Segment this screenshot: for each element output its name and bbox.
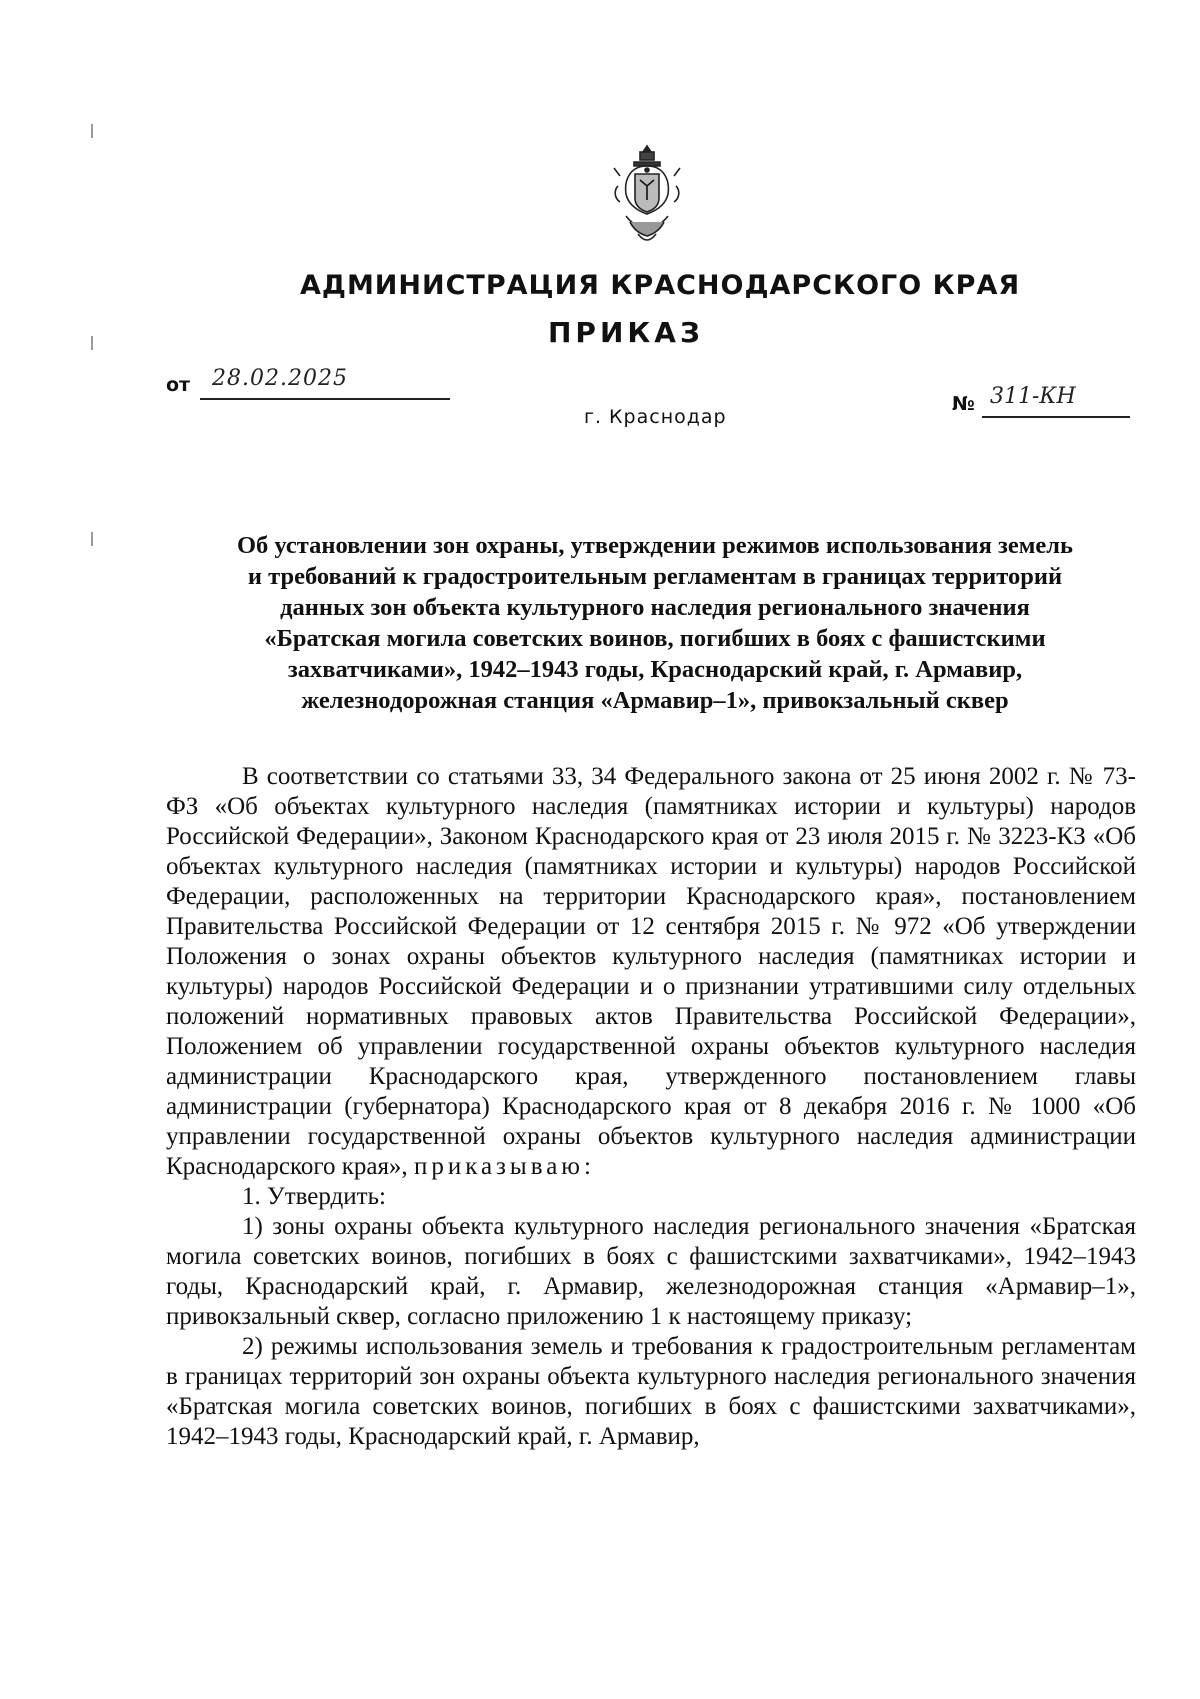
number-prefix: №	[952, 393, 975, 415]
item-1-2: 2) режимы использования земель и требования к градостроительным регламентам в границах территорий зон охраны объекта культурного наследия регионального значения «Братская могила советских воинов, погибших в боях с фашистскими захватчиками», 1942–1943 годы, Краснодарский край, г. Армавир,	[166, 1333, 1136, 1450]
title-line: Об установлении зон охраны, утверждении режимов использования земель	[236, 532, 1073, 559]
title-line: данных зон объекта культурного наследия регионального значения	[280, 594, 1030, 621]
preamble-text: В соответствии со статьями 33, 34 Федерального закона от 25 июня 2002 г. № 73-ФЗ «Об объектах культурного наследия (памятниках истории и культуры) народов Российской Федерации», Законом Краснодарского края от 23 июля 2015 г. № 3223-КЗ «Об объектах культурного наследия (памятниках истории и культуры) народов Российской Федерации, расположенных на территории Краснодарского края», постановлением Правительства Российской Федерации от 12 сентября 2015 г. № 972 «Об утверждении Положения о зонах охраны объектов культурного наследия (памятниках истории и культуры) народов Российской Федерации и о признании утратившими силу отдельных положений нормативных правовых актов Правительства Российской Федерации», Положением об управлении государственной охраны объектов культурного наследия администрации Краснодарского края, утвержденного постановлением главы администрации (губернатора) Краснодарского края от 8 декабря 2016 г. № 1000 «Об управлении государственной охраны объектов культурного наследия администрации Краснодарского края»,	[166, 763, 1136, 1180]
preamble-paragraph	[166, 762, 1136, 1182]
organization-name: АДМИНИСТРАЦИЯ КРАСНОДАРСКОГО КРАЯ	[300, 270, 1021, 301]
document-number: 311-КН	[990, 384, 1076, 409]
coat-of-arms-icon	[612, 142, 682, 244]
item-1: 1. Утвердить:	[242, 1183, 386, 1210]
order-word: приказываю:	[413, 1153, 595, 1180]
date-underline	[200, 398, 450, 400]
item-1-1: 1) зоны охраны объекта культурного наследия регионального значения «Братская могила советских воинов, погибших в боях с фашистскими захватчиками», 1942–1943 годы, Краснодарский край, г. Армавир, железнодорожная станция «Армавир–1», привокзальный сквер, согласно приложению 1 к настоящему приказу;	[166, 1213, 1136, 1330]
document-date: 28.02.2025	[212, 366, 348, 391]
document-title	[170, 530, 1140, 716]
scan-margin-mark	[91, 532, 93, 546]
document-type: ПРИКАЗ	[548, 316, 704, 349]
title-line: и требований к градостроительным регламентам в границах территорий	[247, 563, 1063, 590]
title-line: железнодорожная станция «Армавир–1», привокзальный сквер	[301, 687, 1009, 714]
scan-margin-mark	[91, 336, 93, 350]
scan-margin-mark	[91, 124, 93, 138]
title-line: захватчиками», 1942–1943 годы, Краснодарский край, г. Армавир,	[287, 656, 1023, 683]
document-city: г. Краснодар	[584, 406, 727, 428]
date-prefix: от	[166, 374, 191, 396]
document-body	[166, 762, 1136, 1452]
number-underline	[982, 416, 1130, 418]
title-line: «Братская могила советских воинов, погибших в боях с фашистскими	[264, 625, 1046, 652]
